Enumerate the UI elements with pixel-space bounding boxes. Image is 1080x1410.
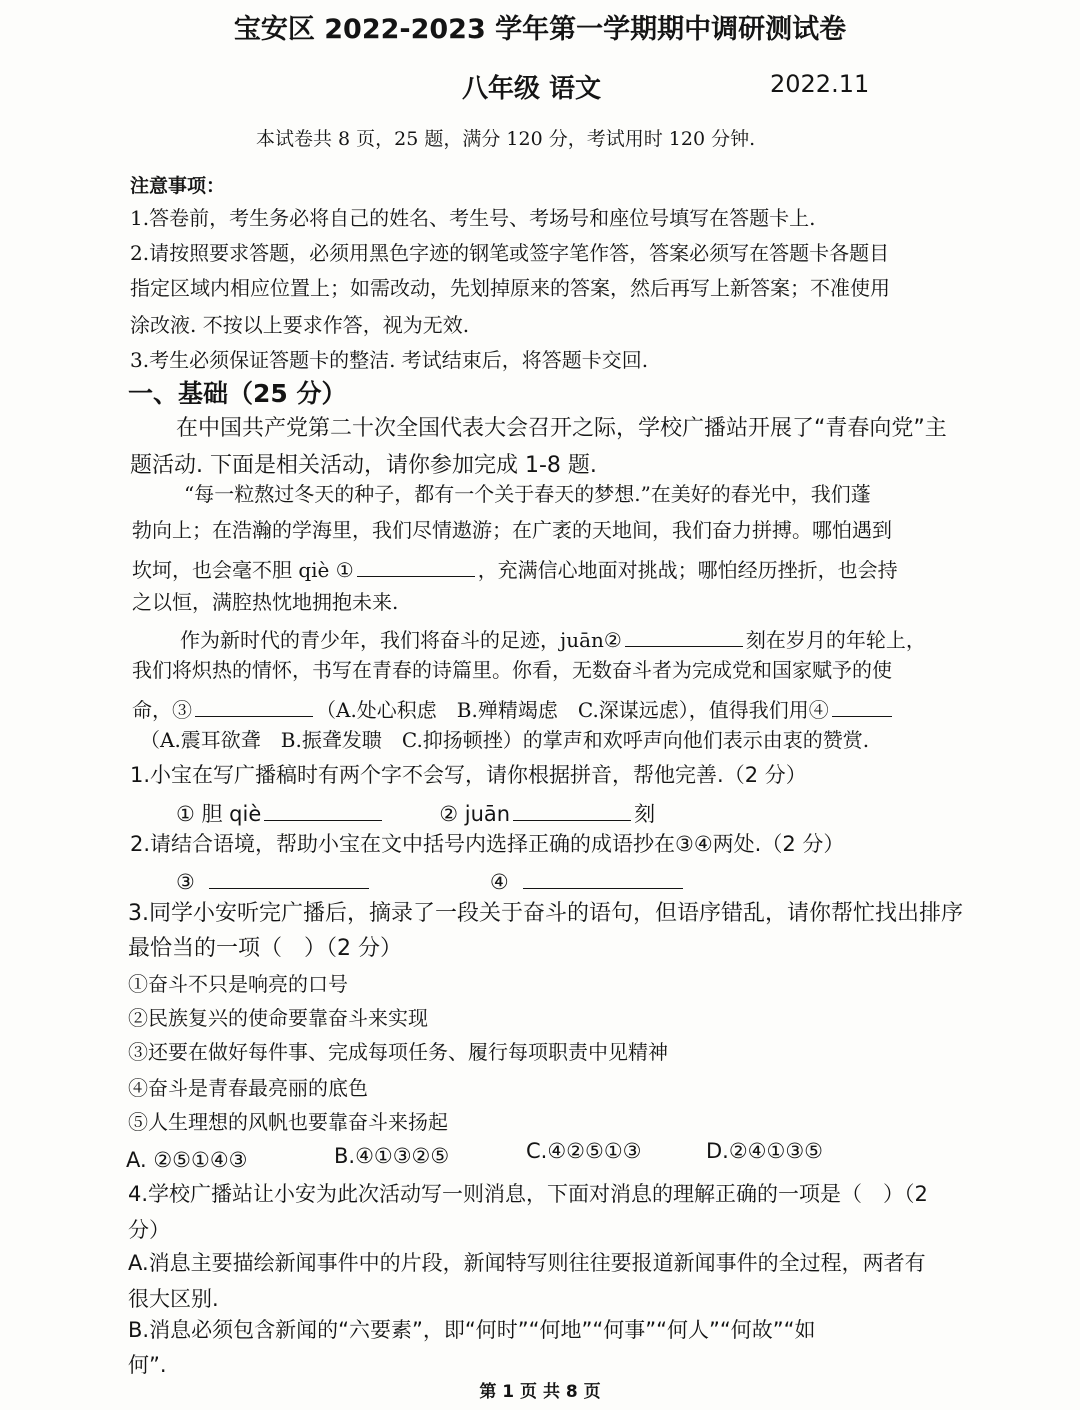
answer-blank-4[interactable] [523, 868, 683, 889]
passage-text: ，充满信心地面对挑战；哪怕经历挫折，也会持 [477, 558, 898, 582]
note-line: 指定区域内相应位置上；如需改动，先划掉原来的答案，然后再写上新答案；不准使用 [130, 276, 890, 300]
passage-line: （A.震耳欲聋 B.振聋发聩 C.抑扬顿挫）的掌声和欢呼声向他们表示由衷的赞赏. [140, 728, 870, 752]
sentence-item: ②民族复兴的使命要靠奋斗来实现 [128, 1006, 428, 1030]
question-3-stem: 最恰当的一项（ ）（2 分） [128, 936, 402, 961]
answer-label: ② juān [439, 802, 511, 826]
passage-line: 勃向上；在浩瀚的学海里，我们尽情遨游；在广袤的天地间，我们奋力拼搏。哪怕遇到 [132, 518, 892, 542]
section-heading: 一、基础（25 分） [128, 379, 347, 408]
exam-info: 本试卷共 8 页，25 题，满分 120 分，考试用时 120 分钟. [256, 128, 756, 150]
question-1-answers [176, 800, 655, 825]
sentence-item: ⑤人生理想的风帆也要靠奋斗来扬起 [128, 1110, 448, 1134]
sentence-item: ①奋斗不只是响亮的口号 [128, 972, 348, 996]
passage-text: 刻在岁月的年轮上， [745, 628, 926, 652]
option-a[interactable]: A.消息主要描绘新闻事件中的片段，新闻特写则往往要报道新闻事件的全过程，两者有 [128, 1251, 926, 1275]
intro-line: 在中国共产党第二十次全国代表大会召开之际，学校广播站开展了“青春向党”主 [176, 416, 947, 441]
option-a[interactable]: 很大区别. [128, 1287, 219, 1311]
notes-heading: 注意事项： [130, 175, 226, 197]
intro-line: 题活动. 下面是相关活动，请你参加完成 1-8 题. [130, 453, 597, 478]
question-2-answers [176, 868, 686, 893]
answer-blank-2[interactable] [513, 800, 631, 821]
passage-text: 坎坷，也会毫不胆 qiè ① [132, 558, 354, 582]
page-number: 第 1 页 共 8 页 [479, 1382, 601, 1402]
option-b[interactable]: B.消息必须包含新闻的“六要素”，即“何时”“何地”“何事”“何人”“何故”“如 [128, 1318, 816, 1342]
passage-line [180, 626, 926, 650]
blank-4[interactable] [832, 696, 892, 717]
note-line: 涂改液. 不按以上要求作答，视为无效. [130, 313, 470, 337]
answer-blank-3[interactable] [209, 868, 369, 889]
answer-label: 刻 [634, 802, 656, 826]
passage-line [132, 556, 898, 580]
passage-text: 作为新时代的青少年，我们将奋斗的足迹，juān② [180, 628, 622, 652]
question-4-stem: 分） [128, 1218, 170, 1242]
answer-label: ③ [176, 870, 195, 894]
passage-text: （A.处心积虑 B.殚精竭虑 C.深谋远虑），值得我们用④ [316, 698, 829, 722]
option-c[interactable]: C.④②⑤①③ [526, 1139, 642, 1163]
answer-label: ① 胆 qiè [176, 802, 262, 826]
passage-line: 之以恒，满腔热忱地拥抱未来. [132, 590, 399, 614]
question-2-stem: 2.请结合语境，帮助小宝在文中括号内选择正确的成语抄在③④两处.（2 分） [130, 832, 845, 856]
passage-line [132, 696, 895, 720]
exam-subtitle: 八年级 语文 [462, 74, 602, 104]
exam-date: 2022.11 [770, 70, 870, 98]
question-3-stem: 3.同学小安听完广播后，摘录了一段关于奋斗的语句，但语序错乱，请你帮忙找出排序 [128, 901, 963, 926]
option-d[interactable]: D.②④①③⑤ [706, 1139, 823, 1163]
question-4-stem: 4.学校广播站让小安为此次活动写一则消息，下面对消息的理解正确的一项是（ ）（2 [128, 1182, 928, 1206]
blank-3[interactable] [195, 696, 313, 717]
answer-label: ④ [489, 870, 509, 894]
option-b[interactable]: 何”. [128, 1353, 167, 1377]
sentence-item: ③还要在做好每件事、完成每项任务、履行每项职责中见精神 [128, 1040, 668, 1064]
note-line: 3.考生必须保证答题卡的整洁. 考试结束后，将答题卡交回. [130, 348, 649, 372]
option-b[interactable]: B.④①③②⑤ [334, 1144, 450, 1168]
option-a[interactable]: A. ②⑤①④③ [126, 1148, 248, 1172]
blank-2[interactable] [625, 626, 743, 647]
blank-1[interactable] [357, 556, 475, 577]
note-line: 2.请按照要求答题，必须用黑色字迹的钢笔或签字笔作答，答案必须写在答题卡各题目 [130, 241, 890, 265]
passage-text: 命，③ [132, 698, 192, 722]
note-line: 1.答卷前，考生务必将自己的姓名、考生号、考场号和座位号填写在答题卡上. [130, 206, 816, 230]
passage-line: 我们将炽热的情怀，书写在青春的诗篇里。你看，无数奋斗者为完成党和国家赋予的使 [132, 658, 892, 682]
sentence-item: ④奋斗是青春最亮丽的底色 [128, 1076, 368, 1100]
question-1-stem: 1.小宝在写广播稿时有两个字不会写，请你根据拼音，帮他完善.（2 分） [130, 763, 807, 787]
answer-blank-1[interactable] [264, 800, 382, 821]
passage-line: “每一粒熬过冬天的种子，都有一个关于春天的梦想.”在美好的春光中，我们蓬 [184, 482, 871, 506]
exam-title: 宝安区 2022-2023 学年第一学期期中调研测试卷 [233, 14, 847, 45]
